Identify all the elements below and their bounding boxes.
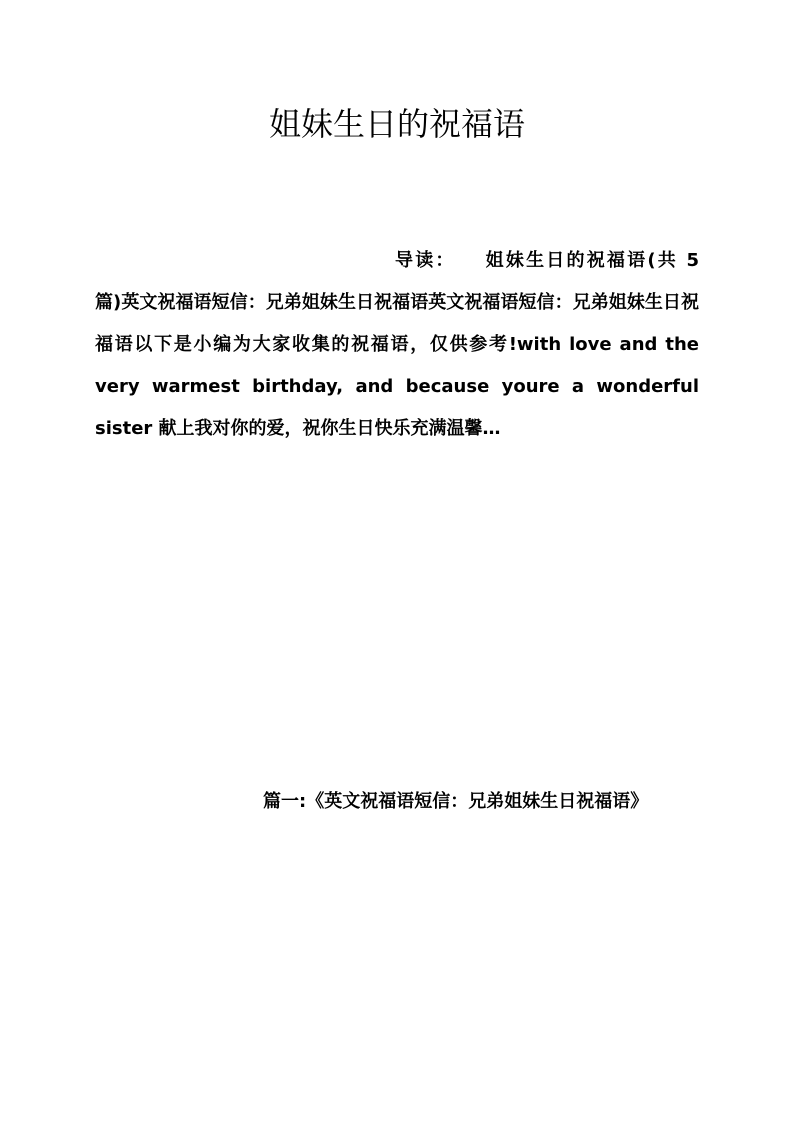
document-title: 姐妹生日的祝福语 xyxy=(268,105,525,143)
intro-paragraph xyxy=(95,240,699,450)
chapter-heading: 篇一:《英文祝福语短信：兄弟姐妹生日祝福语》 xyxy=(263,791,649,812)
intro-label: 导读： xyxy=(395,250,456,271)
intro-text: 姐妹生日的祝福语(共 5 篇)英文祝福语短信：兄弟姐妹生日祝福语英文祝福语短信：兄弟姐妹生日祝福语以下是小编为大家收集的祝福语，仅供参考!with love and the very warmest birthday, and because youre a wonderful sister 献上我对你的爱，祝你生日快乐充满温馨… xyxy=(95,250,699,439)
